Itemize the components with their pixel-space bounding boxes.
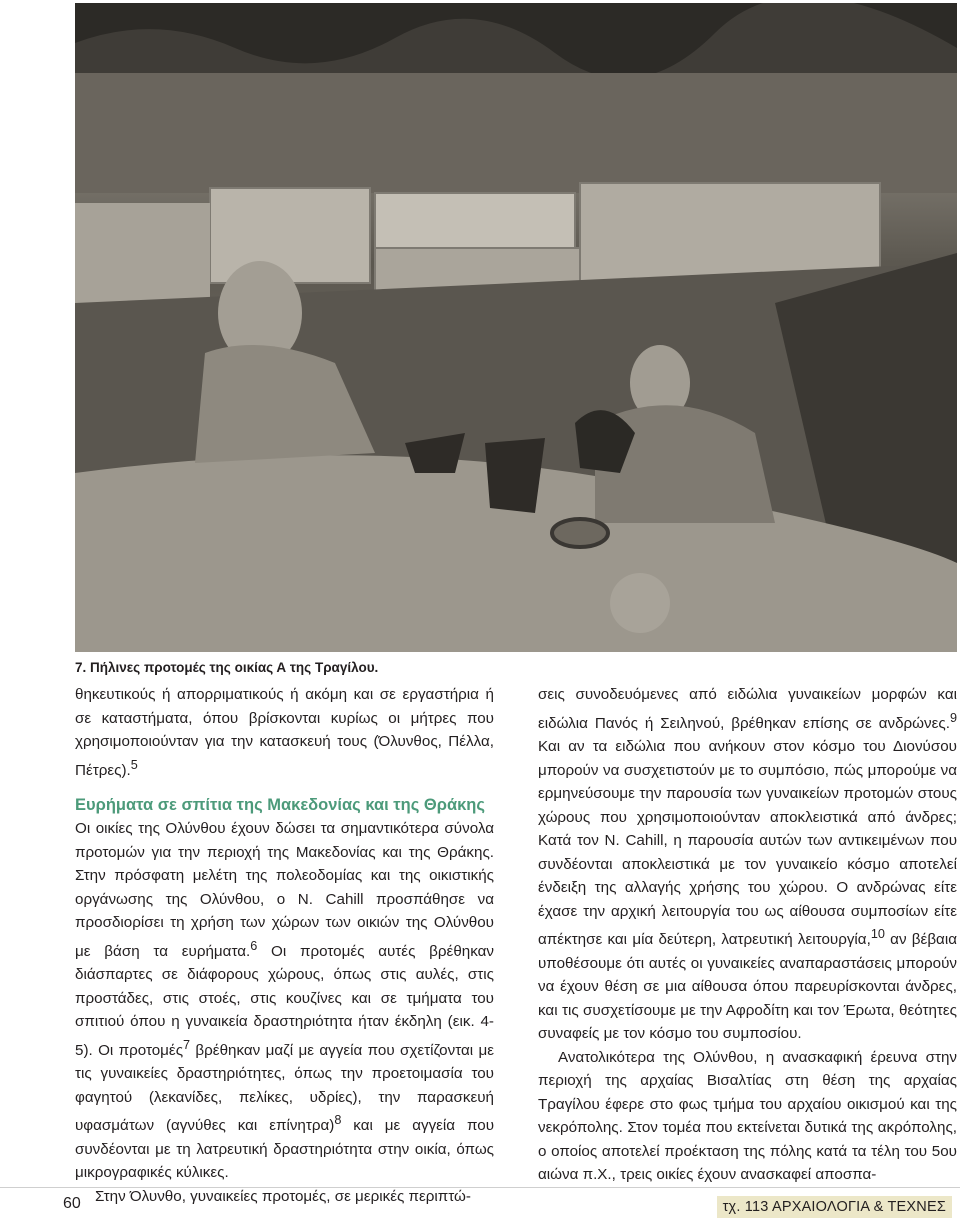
right-paragraph-1 <box>538 683 957 1046</box>
footnote-ref-7: 7 <box>183 1037 191 1052</box>
left-paragraph-1 <box>75 683 494 782</box>
right-paragraph-2: Ανατολικότερα της Ολύνθου, η ανασκαφική έρευνα στην περιοχή της αρχαίας Βισαλτίας στη θέση της αρχαίας Τραγίλου έφερε στο φως τμήμα του αρχαίου οικισμού και της νεκρόπολης. Στον τομέα που εκτείνεται δυτικά της ακρόπολης, ο οποίος αποτελεί προέκταση της πόλης κατά τα τέλη του 5ου αιώνα π.Χ., τρεις οικίες έχουν ανασκαφεί αποσπα- <box>538 1048 957 1184</box>
left-paragraph-3: Στην Όλυνθο, γυναικείες προτομές, σε μερικές περιπτώ- <box>95 1187 471 1205</box>
right-paragraph-1-text-c: αν βέβαια υποθέσουμε ότι αυτές οι γυναικείες αναπαραστάσεις μπορούν να έχουν θέση σε μια αίθουσα όπου παρευρίσκονται άνδρες, και τις συσχετίσουμε με την Αφροδίτη και τον Έρωτα, θεότητες συναφείς με τον κόσμο του συμποσίου. <box>538 931 957 1043</box>
left-paragraph-2-text-c: βρέθηκαν μαζί με αγγεία που σχετίζονται με τις γυναικείες δραστηριότητες, όπως την προετοιμασία του φαγητού (λεκανίδες, πελίκες, υδρίες), την παρασκευή υφασμάτων (αγνύθες και επίνητρα) <box>75 1041 494 1135</box>
left-paragraph-2 <box>75 817 494 1185</box>
footnote-ref-8: 8 <box>334 1113 342 1128</box>
left-paragraph-1-text: θηκευτικούς ή απορριματικούς ή ακόμη και σε εργαστήρια ή σε καταστήματα, όπου βρίσκονται κυρίως οι μήτρες που χρησιμοποιούνταν για την κατασκευή τους (Όλυνθος, Πέλλα, Πέτρες). <box>75 686 494 779</box>
footnote-ref-9: 9 <box>949 710 957 725</box>
excavation-photo <box>75 3 957 652</box>
right-paragraph-1-text-b: Και αν τα ειδώλια που ανήκουν στον κόσμο του Διονύσου μπορούν να συσχετιστούν με το συμπόσιο, πώς μπορούμε να ερμηνεύσουμε την παρουσία των γυναικείων προτομών στους χώρους που χρησιμοποιούνταν αποκλειστικά από άνδρες; Κατά τον N. Cahill, η παρουσία αυτών των αντικειμένων που συνδέονται αποκλειστικά με τον γυναικείο κόσμο αποτελεί ένδειξη της αλλαγής χρήσης του χώρου. Ο ανδρώνας είτε έχασε την αρχική λειτουργία του ως αίθουσα συμποσίων είτε απέκτησε και μία δεύτερη, λατρευτική λειτουργία, <box>538 738 957 949</box>
footnote-ref-10: 10 <box>870 927 885 942</box>
left-column <box>75 683 494 1208</box>
figure-caption: 7. Πήλινες προτομές της οικίας Α της Τραγίλου. <box>75 660 379 675</box>
left-paragraph-2-text-d: και με αγγεία που συνδέονται με τη λατρευτική δραστηριότητα στην οικία, όπως μικρογραφικές κύλικες. <box>75 1117 494 1182</box>
footnote-ref-6: 6 <box>250 938 258 953</box>
section-heading: Ευρήματα σε σπίτια της Μακεδονίας και της Θράκης <box>75 796 485 815</box>
journal-title: τχ. 113 ΑΡΧΑΙΟΛΟΓΙΑ & ΤΕΧΝΕΣ <box>717 1196 952 1218</box>
footnote-ref-5: 5 <box>130 757 138 772</box>
excavation-photo-graphic <box>75 3 957 652</box>
footer-divider <box>0 1187 960 1188</box>
left-paragraph-2-text-b: Οι προτομές αυτές βρέθηκαν διάσπαρτες σε διάφορους χώρους, όπως στις αυλές, στις προστάδες, στις στοές, στις κουζίνες και σε τμήματα του σπιτιού όπου η γυναικεία δραστηριότητα ήταν έκδηλη (εικ. 4-5). Οι προτομές <box>75 942 494 1059</box>
right-column <box>538 683 957 1187</box>
page-number: 60 <box>63 1195 81 1212</box>
right-paragraph-1-text-a: σεις συνοδευόμενες από ειδώλια γυναικείων μορφών και ειδώλια Πανός ή Σειληνού, βρέθηκαν επίσης σε ανδρώνες. <box>538 686 957 732</box>
left-paragraph-2-text-a: Οι οικίες της Ολύνθου έχουν δώσει τα σημαντικότερα σύνολα προτομών για την περιοχή της Μακεδονίας και της Θράκης. Στην πρόσφατη μελέτη της πολεοδομίας και της οικιστικής οργάνωσης της Ολύνθου, ο N. Cahill προσπάθησε να προσδιορίσει τη χρήση των χώρων των οικιών της Ολύνθου με βάση τα ευρήματα. <box>75 820 494 960</box>
